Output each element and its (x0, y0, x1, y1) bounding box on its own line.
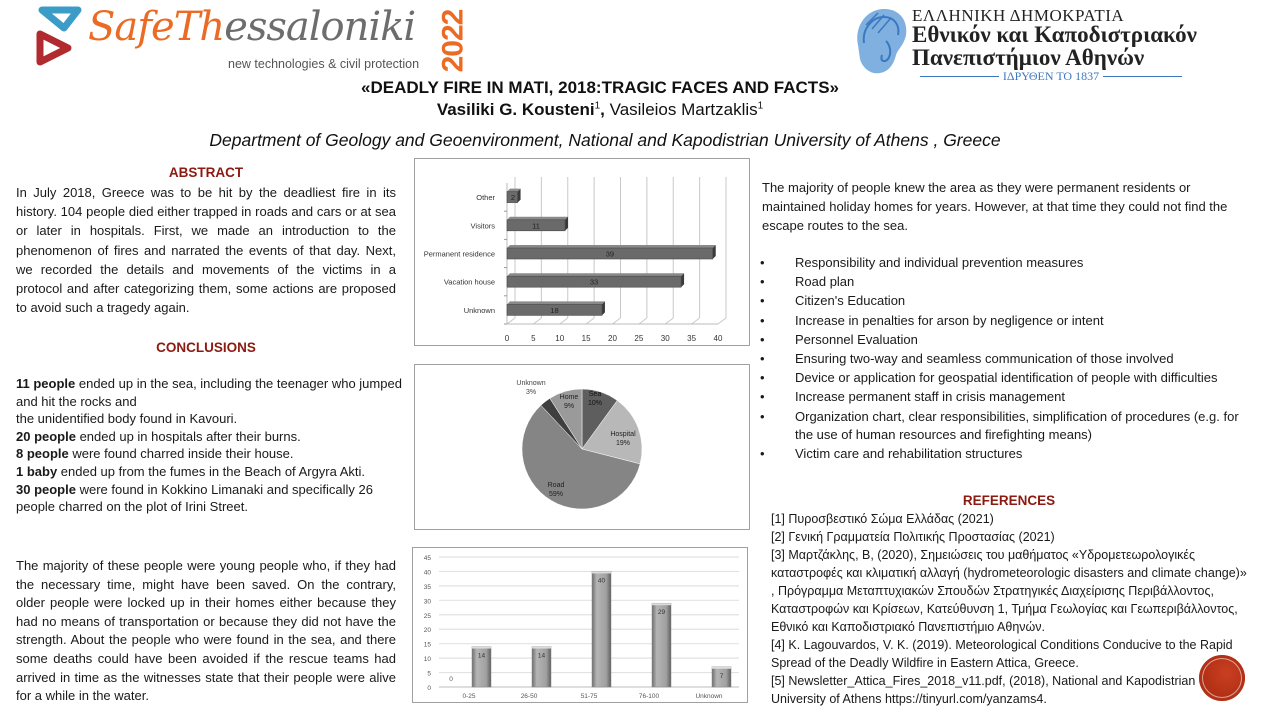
svg-text:5: 5 (427, 670, 431, 678)
svg-text:Other: Other (476, 193, 495, 203)
svg-text:0-25: 0-25 (462, 693, 476, 700)
author-second: Vasileios Martzaklis (604, 100, 758, 119)
conclusion-text: ended up in the sea, including the teenager who jumped and hit the rocks and (16, 376, 402, 409)
svg-text:40: 40 (423, 569, 431, 577)
age-group-bar-chart-plot (413, 548, 749, 704)
svg-text:35: 35 (687, 334, 697, 343)
references-heading: REFERENCES (962, 493, 1056, 508)
conclusion-text: ended up from the fumes in the Beach of Argyra Akti. (57, 463, 366, 479)
svg-text:40: 40 (713, 334, 723, 343)
svg-text:39: 39 (605, 249, 615, 259)
svg-text:11: 11 (532, 221, 540, 231)
divider (1103, 76, 1182, 77)
poster-affiliation: Department of Geology and Geoenvironment, National and Kapodistrian University of Athens , Greece (209, 130, 1001, 150)
svg-text:0: 0 (449, 676, 453, 683)
conclusion-count: 11 people (16, 376, 76, 391)
svg-text:29: 29 (657, 609, 666, 617)
svg-text:10: 10 (555, 334, 565, 343)
right-intro-text: The majority of people knew the area as they were permanent residents or maintained holiday homes for years. However, at that time they could not find the escape routes to the sea. (762, 180, 1228, 233)
proposed-action-item (760, 292, 1250, 310)
proposed-action-text: Organization chart, clear responsibilities, simplification of procedures (e.g. for the use of human resources and firefighting means) (795, 408, 1239, 443)
death-location-pie-chart-plot (415, 365, 751, 531)
svg-text:Unknown: Unknown (463, 305, 495, 315)
proposed-action-text: Personnel Evaluation (795, 331, 918, 347)
conclusion-count: 1 baby (16, 463, 58, 479)
author-first-affil: 1 (594, 100, 601, 112)
brand-name (88, 4, 415, 50)
abstract-heading: ABSTRACT (168, 165, 244, 180)
svg-text:10: 10 (423, 656, 431, 664)
bullet-icon: • (760, 389, 765, 405)
svg-text:20: 20 (423, 627, 431, 635)
poster-title: «DEADLY FIRE IN MATI, 2018:TRAGIC FACES AND FACTS» (361, 78, 839, 97)
svg-text:20: 20 (608, 334, 617, 343)
proposed-action-text: Ensuring two-way and seamless communication of those involved (795, 351, 1174, 367)
conclusions-heading: CONCLUSIONS (156, 340, 256, 355)
svg-text:30: 30 (660, 334, 670, 343)
conclusion-item (16, 375, 406, 410)
svg-text:Permanent residence: Permanent residence (423, 249, 495, 259)
svg-text:25: 25 (423, 612, 431, 620)
proposed-actions-list (760, 254, 1250, 464)
proposed-action-text: Increase permanent staff in crisis management (795, 389, 1066, 405)
age-group-bar-chart (412, 547, 748, 703)
svg-text:5: 5 (531, 334, 536, 343)
svg-text:7: 7 (719, 672, 724, 680)
svg-text:0: 0 (427, 685, 431, 692)
svg-text:9%: 9% (563, 403, 575, 410)
svg-text:2: 2 (510, 193, 516, 203)
brand-part-essaloniki: essaloniki (224, 4, 416, 50)
proposed-action-item (760, 408, 1250, 445)
abstract-text: In July 2018, Greece was to be hit by the deadliest fire in its history. 104 people died either trapped in roads and cars or at sea or later in hospitals. First, we made an introduction to the phenomenon of fires and narrated the events of that day. Next, we recorded the details and movements of the victims in a protocol and after categorizing them, some actions are proposed to avoid such a tragedy again. (16, 185, 396, 316)
conclusion-text: were found charred inside their house. (68, 446, 294, 462)
university-country-line: ΕΛΛΗΝΙΚΗ ΔΗΜΟΚΡΑΤΙΑ (912, 6, 1125, 25)
bullet-icon: • (760, 274, 765, 290)
conclusion-item (16, 445, 406, 463)
conclusion-item (16, 463, 406, 481)
conclusion-item (16, 428, 406, 446)
reference-item: [2] Γενική Γραμματεία Πολιτικής Προστασίας (2021) (771, 530, 1055, 544)
svg-text:45: 45 (423, 555, 431, 562)
conclusion-count: 20 people (16, 428, 76, 444)
svg-text:51-75: 51-75 (580, 693, 598, 700)
brand-part-safe: Safe (88, 4, 174, 50)
author-second-affil: 1 (757, 100, 764, 112)
bullet-icon: • (760, 408, 765, 424)
svg-text:25: 25 (634, 334, 644, 343)
athena-head-icon (850, 5, 912, 77)
svg-text:33: 33 (589, 277, 599, 287)
proposed-action-text: Road plan (795, 274, 855, 290)
svg-text:76-100: 76-100 (638, 693, 660, 700)
svg-text:30: 30 (423, 598, 431, 606)
reference-item: [4] K. Lagouvardos, V. K. (2019). Meteorological Conditions Conducive to the Rapid Spread of the Deadly Wildfire in Eastern Attica, Greece. (771, 638, 1233, 670)
svg-text:Visitors: Visitors (470, 221, 495, 231)
proposed-action-item (760, 388, 1250, 406)
bullet-icon: • (760, 370, 765, 386)
svg-text:18: 18 (550, 305, 559, 315)
reference-item: [1] Πυροσβεστικό Σώμα Ελλάδας (2021) (771, 512, 994, 526)
svg-text:Sea: Sea (588, 391, 602, 398)
play-triangle-logo-icon (34, 6, 84, 66)
svg-text:Unknown: Unknown (695, 693, 723, 700)
proposed-action-text: Device or application for geospatial identification of people with difficulties (795, 370, 1218, 386)
reference-item: [3] Μαρτζάκλης, Β, (2020), Σημειώσεις του μαθήματος «Υδρομετεωρολογικές καταστροφές και κλιματική αλλαγή (hydrometeorologic disasters and climate change)» , Πρόγραμμα Μεταπτυχιακών Σπουδών Στρατηγικές Διαχείρισης Περιβάλλοντος, Καταστροφών και Κρίσεων, Κατεύθυνση 1, Τμήμα Γεωλογίας και Γεωπεριβάλλοντος, Εθνικό και Καποδιστριακό Πανεπιστήμιο Αθηνών. (771, 548, 1247, 634)
conclusion-text: ended up in hospitals after their burns. (75, 428, 301, 444)
death-location-pie-chart (414, 364, 750, 530)
proposed-action-item (760, 350, 1250, 368)
university-logo (848, 2, 1248, 82)
svg-text:59%: 59% (548, 491, 564, 498)
svg-text:14: 14 (537, 652, 546, 660)
svg-text:Home: Home (559, 394, 579, 401)
conclusion-item (16, 481, 406, 516)
svg-text:14: 14 (477, 652, 486, 660)
discussion-text: The majority of these people were young people who, if they had the necessary time, might have been saved. On the contrary, older people were locked up in their homes either because they had no means of transportation or because they did not have the strength. About the people who were found in the sea, and there some deaths could have been avoided if the rescue teams had arrived in time as the witnesses state that their people were alive for a while in the water. (16, 558, 396, 704)
bullet-icon: • (760, 331, 765, 347)
residence-type-bar-chart (414, 158, 750, 346)
proposed-action-item (760, 445, 1250, 463)
proposed-action-text: Citizen's Education (795, 293, 906, 309)
svg-text:15: 15 (423, 641, 431, 649)
residence-type-bar-chart-plot (415, 159, 751, 347)
svg-text:26-50: 26-50 (520, 693, 538, 700)
proposed-action-text: Increase in penalties for arson by negligence or intent (795, 312, 1104, 328)
svg-text:40: 40 (597, 577, 606, 585)
author-separator: , (600, 100, 605, 119)
conclusion-text: were found in Kokkino Limanaki and specifically 26 people charred on the plot of Irini Street. (16, 481, 373, 515)
conclusion-count: 8 people (16, 446, 69, 462)
bullet-icon: • (760, 446, 765, 462)
university-founded-text: ΙΔΡΥΘΕΝ ΤΟ 1837 (1002, 69, 1100, 83)
conclusion-text: the unidentified body found in Kavouri. (16, 411, 238, 427)
conclusion-count: 30 people (16, 481, 76, 497)
safethessaloniki-logo (30, 2, 475, 76)
svg-text:Road: Road (547, 482, 565, 489)
svg-text:Hospital: Hospital (610, 431, 636, 438)
proposed-action-text: Victim care and rehabilitation structures (795, 446, 1023, 462)
bullet-icon: • (760, 293, 765, 309)
decorative-red-circle-icon (1199, 655, 1245, 701)
bullet-icon: • (760, 312, 765, 328)
proposed-action-item (760, 254, 1250, 272)
svg-text:Vacation house: Vacation house (443, 277, 495, 287)
proposed-action-item (760, 331, 1250, 349)
svg-text:Unknown: Unknown (516, 380, 546, 387)
university-name-line1: Εθνικόν και Καποδιστριακόν (912, 22, 1197, 47)
author-first: Vasiliki G. Kousteni (436, 100, 595, 119)
svg-text:0: 0 (504, 334, 510, 343)
svg-text:10%: 10% (587, 400, 603, 407)
svg-text:15: 15 (581, 334, 591, 343)
references-list (771, 510, 1247, 708)
proposed-action-item (760, 312, 1250, 330)
svg-text:3%: 3% (525, 389, 537, 396)
university-name-line2: Πανεπιστήμιον Αθηνών (912, 45, 1145, 70)
proposed-action-item (760, 369, 1250, 387)
bullet-icon: • (760, 351, 765, 367)
proposed-action-text: Responsibility and individual prevention measures (795, 255, 1084, 270)
proposed-action-item (760, 273, 1250, 291)
svg-text:19%: 19% (615, 440, 631, 447)
brand-tagline: new technologies & civil protection (228, 57, 420, 71)
divider (920, 76, 999, 77)
brand-year (438, 8, 474, 76)
poster-authors (0, 100, 1200, 120)
reference-item: [5] Newsletter_Attica_Fires_2018_v11.pdf, (2018), National and Kapodistrian University of Athens https://tinyurl.com/yanzams4. (771, 674, 1196, 706)
conclusions-list (16, 375, 406, 516)
bullet-icon: • (760, 255, 765, 270)
brand-year-text: 2022 (436, 9, 470, 73)
brand-part-th: Th (173, 4, 225, 50)
conclusion-item (16, 410, 406, 428)
svg-text:35: 35 (423, 583, 431, 591)
